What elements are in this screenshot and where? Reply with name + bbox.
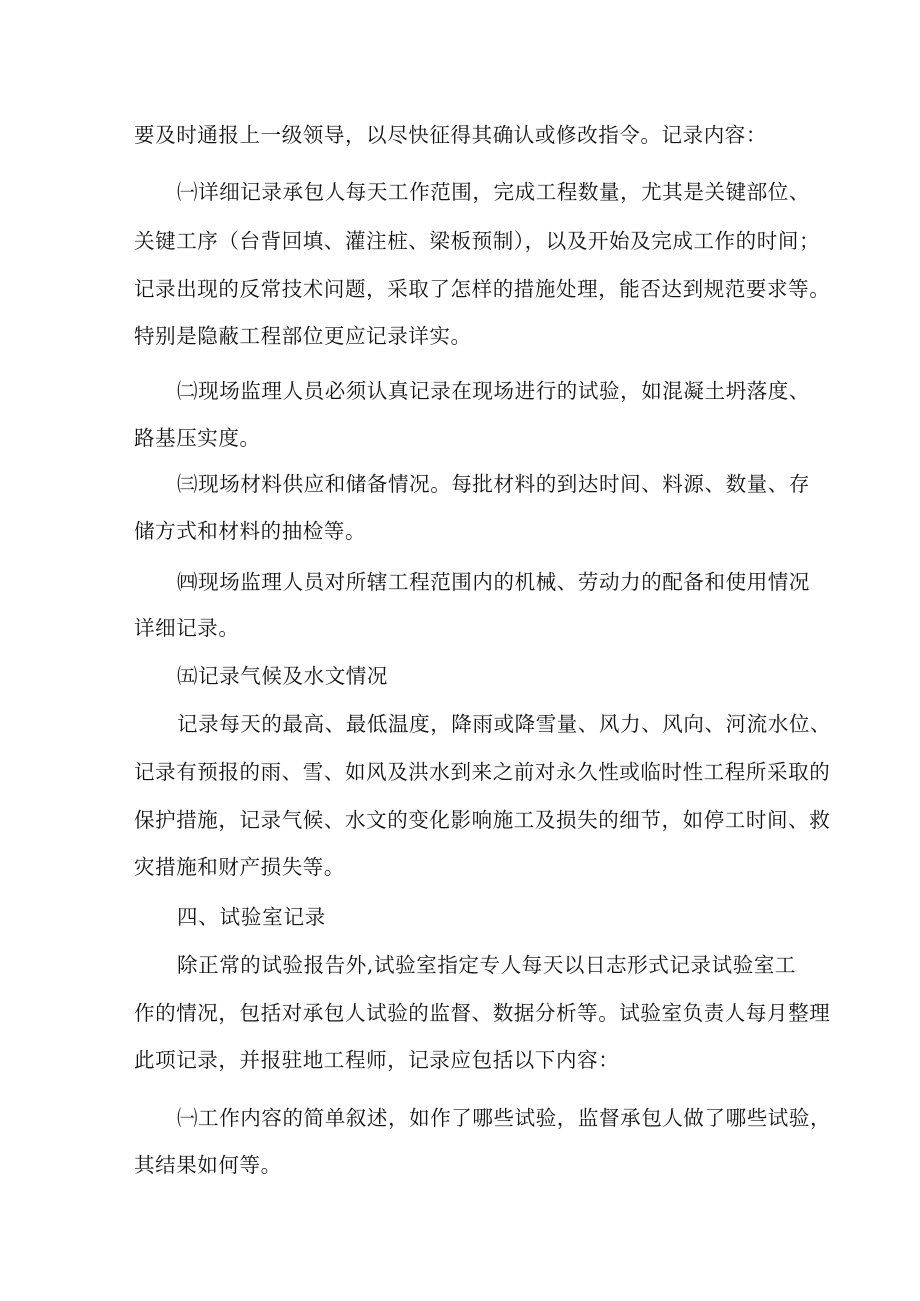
text-line-22: 其结果如何等。 xyxy=(134,1153,282,1177)
text-line-21: ㈠工作内容的简单叙述，如作了哪些试验，监督承包人做了哪些试验， xyxy=(177,1106,832,1130)
text-line-12: ㈤记录气候及水文情况 xyxy=(177,664,388,688)
section-heading: 四、试验室记录 xyxy=(177,905,327,929)
text-line-1: 要及时通报上一级领导，以尽快征得其确认或修改指令。记录内容： xyxy=(134,123,767,147)
text-line-11: 详细记录。 xyxy=(134,616,240,640)
text-line-19: 作的情况，包括对承包人试验的监督、数据分析等。试验室负责人每月整理 xyxy=(134,1001,831,1025)
text-line-6: ㈡现场监理人员必须认真记录在现场进行的试验，如混凝土坍落度、 xyxy=(177,379,810,403)
text-line-3: 关键工序（台背回填、灌注桩、梁板预制），以及开始及完成工作的时间； xyxy=(134,229,821,253)
text-line-2: ㈠详细记录承包人每天工作范围，完成工程数量，尤其是关键部位、 xyxy=(177,180,810,204)
text-line-15: 保护措施，记录气候、水文的变化影响施工及损失的细节，如停工时间、救 xyxy=(134,808,831,832)
text-line-13: 记录每天的最高、最低温度，降雨或降雪量、风力、风向、河流水位、 xyxy=(177,712,832,736)
text-line-10: ㈣现场监理人员对所辖工程范围内的机械、劳动力的配备和使用情况 xyxy=(177,570,810,594)
text-line-16: 灾措施和财产损失等。 xyxy=(134,855,345,879)
text-line-18: 除正常的试验报告外,试验室指定专人每天以日志形式记录试验室工 xyxy=(177,953,797,977)
text-line-14: 记录有预报的雨、雪、如风及洪水到来之前对永久性或临时性工程所采取的 xyxy=(134,760,831,784)
text-line-8: ㈢现场材料供应和储备情况。每批材料的到达时间、料源、数量、存 xyxy=(177,472,810,496)
text-line-9: 储方式和材料的抽检等。 xyxy=(134,519,367,543)
text-line-7: 路基压实度。 xyxy=(134,426,261,450)
text-line-4: 记录出现的反常技术问题，采取了怎样的措施处理，能否达到规范要求等。 xyxy=(134,277,831,301)
text-line-20: 此项记录，并报驻地工程师，记录应包括以下内容： xyxy=(134,1048,620,1072)
text-line-5: 特别是隐蔽工程部位更应记录详实。 xyxy=(134,324,472,348)
